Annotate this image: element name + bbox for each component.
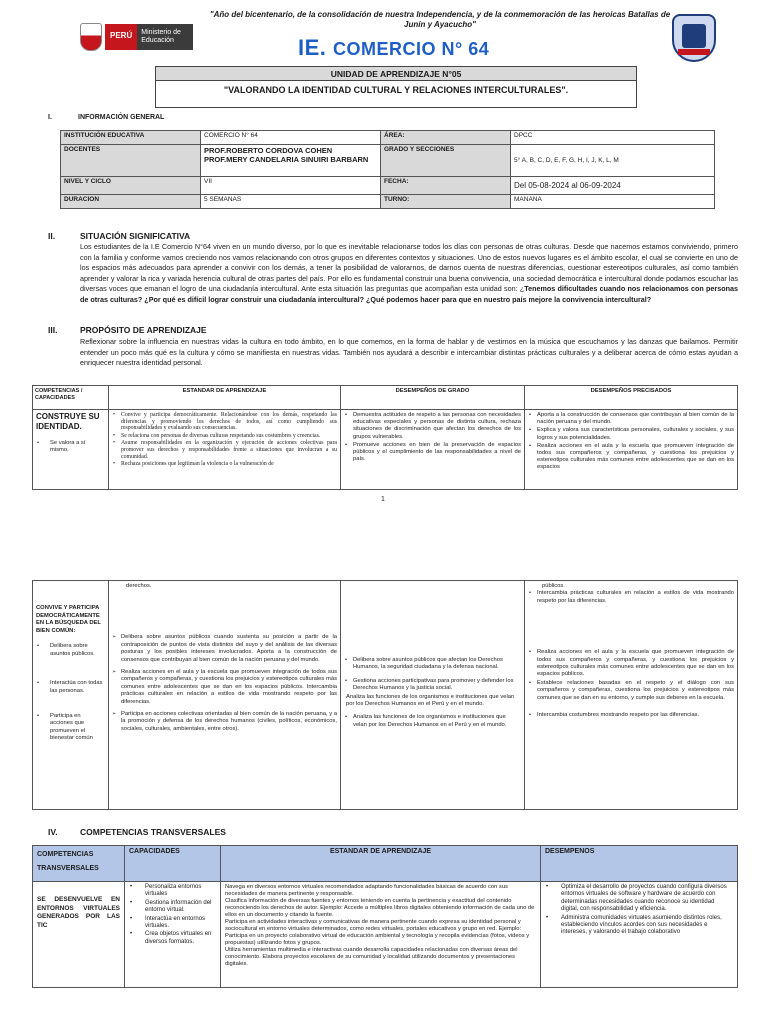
list-item: • Gestiona información del entorno virtual. — [129, 900, 216, 915]
logo-peru-text: PERÚ — [105, 24, 137, 50]
list-item: • Personaliza entornos virtuales — [129, 884, 216, 899]
estandar-continued: derechos. — [126, 583, 152, 589]
info-label: NIVEL Y CICLO — [61, 177, 201, 195]
school-badge-icon — [672, 14, 716, 62]
info-value: MANANA — [511, 195, 715, 209]
competencias-table-continued — [32, 580, 738, 810]
precisados-cell — [525, 410, 738, 490]
info-value: 5° A, B, C, D, E, F, G, H, I, J, K, L, M — [511, 145, 715, 177]
situacion-text — [80, 242, 738, 305]
list-item: • Analiza las funciones de los organismos e instituciones que velan por los Derechos Humanos en el Perú y en el mundo. — [344, 714, 521, 729]
list-item: • Interactúa en entornos virtuales. — [129, 916, 216, 931]
header-motto: "Año del bicentenario, de la consolidación de nuestra Independencia, y de la conmemoración de las heroicas Batallas de Junín y Ayacucho" — [209, 10, 671, 29]
competencia-cell — [33, 581, 109, 810]
unidad-subtitle: "VALORANDO LA IDENTIDAD CULTURAL Y RELACIONES INTERCULTURALES". — [223, 85, 569, 95]
table-header-row — [33, 386, 738, 410]
capacidad-item: • Participa en acciones que promueven el bienestar común — [36, 713, 105, 743]
section-4-num: IV. — [48, 827, 58, 837]
list-item: • Optimiza el desarrollo de proyectos cuando configura diversos entornos virtuales de software y hardware de acuerdo con determinadas necesidades cuando reconoce su identidad digital, con responsabilidad y eficiencia. — [545, 884, 733, 914]
desempenos-cell — [341, 581, 525, 810]
col-header: CAPACIDADES — [125, 846, 221, 882]
estandar-cell — [109, 581, 341, 810]
info-label: DURACION — [61, 195, 201, 209]
proposito-text: Reflexionar sobre la influencia en nuestras vidas la cultura en todo ámbito, en lo que comemos, en la forma de hablar y de vestirnos en la música que escuchamos y las danzas que bailamos. Permitir entender un poco más qué es la cultura y cómo se manifiesta en nuestras vidas. También nos ayudará a describir e intercambiar distintas prácticas culturales y a deliberar acerca de cómo estas ayudan a enriquecer nuestra identidad personal. — [80, 337, 738, 367]
competencia-cell — [33, 410, 109, 490]
info-label: INSTITUCIÓN EDUCATIVA — [61, 131, 201, 145]
list-item: • Explica y valora sus características personales, culturales y sociales, y sus logros y sus potencialidades. — [528, 427, 734, 441]
list-item: ➢ Participa en acciones colectivas orientadas al bien común de la nación peruana, y a la promoción y defensa de los derechos humanos (civiles, políticos, económicos, sociales, culturales, ambientales, entre otros). — [112, 711, 337, 733]
info-label: TURNO: — [381, 195, 511, 209]
school-title — [298, 35, 489, 61]
estandar-cell: Navega en diversos entornos virtuales recomendados adaptando funcionalidades básicas de acuerdo con sus necesidades de manera pertinente y responsable. Clasifica información de diversas fuentes y entornos teniendo en cuenta la pertinencia y exactitud del contenido reconociendo los derechos de autor. Ejemplo: Accede a múltiples libros digitales obteniendo información de cada uno de ellos en un documento y citando la fuente. Participa en actividades interactivas y comunicativas de manera pertinente cuando expresa su identidad personal y sociocultural en entorno virtuales determinados, como redes virtuales, portales educativos y grupo en red. Ejemplo: Participa en un proyecto colaborativo virtual de educación ambiental y tecnología y recopila evidencias (fotos, videos y propuestas) utilizando fotos y grupos. Utiliza herramientas multimedia e interactivas cuando desarrolla capacidades relacionadas con diversas áreas del conocimiento. Elabora proyectos escolares de su comunidad y localidad utilizando documentos y presentaciones digitales. — [221, 882, 541, 988]
list-item: • Promueve acciones en bien de la preservación de espacios públicos y el cumplimiento de las responsabilidades a nivel de país. — [344, 442, 521, 464]
col-header-line: TRANSVERSALES — [37, 865, 99, 872]
minedu-logo — [80, 22, 204, 52]
info-value: COMERCIO N° 64 — [201, 131, 381, 145]
capacidades-cell — [125, 882, 221, 988]
school-name: COMERCIO N° 64 — [333, 39, 490, 59]
section-1-heading: INFORMACIÓN GENERAL — [78, 114, 165, 121]
table-row — [61, 145, 715, 177]
col-header: ESTANDAR DE APRENDIZAJE — [221, 846, 541, 882]
info-value: 5 SEMANAS — [201, 195, 381, 209]
info-label: ÁREA: — [381, 131, 511, 145]
unidad-title: UNIDAD DE APRENDIZAJE N°05 — [156, 67, 636, 81]
table-row — [61, 131, 715, 145]
list-item: • Intercambia prácticas culturales en relación a estilos de vida mostrando respeto por las diferencias. — [528, 590, 734, 605]
logo-ministerio-text: Ministerio de Educación — [137, 24, 193, 50]
capacidad-item: • Se valora a sí mismo. — [36, 440, 105, 454]
table-row — [61, 195, 715, 209]
docentes-value: PROF.ROBERTO CORDOVA COHEN PROF.MERY CANDELARIA SINUIRI BARBARN — [201, 145, 381, 177]
list-item: • Rechaza posiciones que legitiman la violencia o la vulneración de — [112, 461, 337, 468]
list-item: ➢ Realiza acciones en el aula y la escuela que promueven integración de todos sus compañeros y compañeras, y cuestiona los prejuicios y estereotipos culturales más comunes entre adolescentes que se dan en los espacios públicos. Intercambia prácticas culturales en relación a estilos de vida mostrando respeto por las diferencias. — [112, 669, 337, 706]
unidad-box — [155, 66, 637, 108]
list-item: • Administra comunidades virtuales asumiendo distintos roles, estableciendo vínculos acordes con sus necesidades e intereses, y valorando el trabajo colaborativo — [545, 915, 733, 937]
section-3-num: III. — [48, 325, 58, 335]
list-item: Analiza las funciones de los organismos e instituciones que velan por los Derechos Humanos en el Perú y en el mundo. — [346, 693, 515, 708]
section-1-num: I. — [48, 114, 52, 121]
col-header: COMPETENCIAS / CAPACIDADES — [33, 386, 109, 410]
table-header-row — [33, 846, 738, 882]
col-header: ESTANDAR DE APRENDIZAJE — [109, 386, 341, 410]
section-2-heading: SITUACIÓN SIGNIFICATIVA — [80, 231, 191, 241]
table-row — [33, 410, 738, 490]
table-row — [33, 581, 738, 810]
section-2-num: II. — [48, 231, 56, 241]
info-label: GRADO Y SECCIONES — [381, 145, 511, 177]
col-header-line: COMPETENCIAS — [37, 851, 94, 858]
capacidad-item: • Interactúa con todas las personas. — [36, 680, 105, 695]
list-item: ➢ Delibera sobre asuntos públicos cuando sustenta su posición a partir de la contraposición de puntos de vista distintos del suyo y del análisis de las diversas posturas y los posibles intereses involucrados. Aporta a la construcción de consensos que contribuyan al bien común de la nación peruana y del mundo. — [112, 634, 337, 664]
fecha-value: Del 05-08-2024 al 06-09-2024 — [511, 177, 715, 195]
info-table — [60, 130, 715, 209]
col-header: DESEMPEÑOS DE GRADO — [341, 386, 525, 410]
list-item: • Realiza acciones en el aula y la escuela que promueven integración de todos sus compañeros y compañeras, y cuestiona los prejuicios y estereotipos culturales más comunes entre adolescentes que se dan en los espacios — [528, 443, 734, 472]
precisados-cell — [525, 581, 738, 810]
info-label: DOCENTES — [61, 145, 201, 177]
list-item: • Realiza acciones en el aula y la escuela que promueven integración de todos sus compañeros y compañeras, y cuestiona los prejuicios y estereotipos culturales más comunes entre adolescentes que se dan en los espacios públicos. — [528, 649, 734, 679]
situacion-body: Los estudiantes de la I.E Comercio N°64 viven en un mundo diverso, por lo que es inevitable relacionarse todos los días con personas de otras culturas. Desde que nacemos estamos conviviendo, primero con la familia y conforme vamos creciendo nos vamos relacionando con otros grupos en diferentes contextos y situaciones. Uno de estos nuevos lugares es el ámbito escolar, el cual se convierte en uno de los espacios más adecuados para aprender a convivir con los demás, a tener la posibilidad de valorarnos, de darnos cuenta de nuestras diferencias, cuestionar estereotipos culturales, así como también aprender y valorar la rica y variada herencia cultural de otras partes del país. Por ello es fundamental construir una buena convivencia, una sociedad democrática e intercultural donde podamos escuchar las diversas voces que emanan el logro de una ciudadanía intercultural. Ante esta situación las preguntas que acompañan esta unidad son: ¿ — [80, 242, 738, 293]
precisados-continued: públicos. — [542, 583, 565, 589]
transversales-table — [32, 845, 738, 988]
estandar-cell — [109, 410, 341, 490]
list-item: • Convive y participa democráticamente. Relacionándose con los demás, respetando las diferencias y promoviendo los derechos de todos, así como cumpliendo sus responsabilidades y evaluando sus consecuencias. — [112, 412, 337, 432]
table-row — [33, 882, 738, 988]
col-header — [33, 846, 125, 882]
list-item: • Se relaciona con personas de diversas culturas respetando sus costumbres y creencias. — [112, 433, 337, 440]
school-ie: IE. — [298, 35, 327, 60]
list-item: • Delibera sobre asuntos públicos que afectan los Derechos Humanos, la seguridad ciudadana y la defensa nacional. — [344, 657, 521, 672]
situacion-questions: Tenemos dificultades cuando nos relacionamos con personas de otras culturas? ¿Por qué es difícil lograr construir una ciudadanía intercultural? ¿Qué podemos hacer para que en nuestro país mejore la convivencia intercultural? — [80, 284, 738, 304]
list-item: • Aporta a la construcción de consensos que contribuyan al bien común de la nación peruana y del mundo. — [528, 412, 734, 426]
list-item: • Demuestra actitudes de respeto a las personas con necesidades educativas especiales y personas de distinta cultura, rechaza situaciones de discriminación que afectan los derechos de los grupos vulnerables. — [344, 412, 521, 441]
competencias-table — [32, 385, 738, 490]
table-row — [61, 177, 715, 195]
info-label: FECHA: — [381, 177, 511, 195]
competencia-title: CONVIVE Y PARTICIPA DEMOCRÁTICAMENTE EN LA BÚSQUEDA DEL BIEN COMÚN: — [36, 605, 101, 634]
col-header: DESEMPENOS — [541, 846, 738, 882]
capacidad-item: • Delibera sobre asuntos públicos. — [36, 643, 105, 658]
competencia-cell: SE DESENVUELVE EN ENTORNOS VIRTUALES GENERADOS POR LAS TIC — [33, 882, 125, 988]
section-4-heading: COMPETENCIAS TRANSVERSALES — [80, 827, 226, 837]
section-3-heading: PROPÓSITO DE APRENDIZAJE — [80, 325, 207, 335]
list-item: • Asume responsabilidades en la organización y ejecución de acciones colectivas para promover sus derechos y responsabilidades frente a situaciones que involucran a su comunidad. — [112, 440, 337, 460]
col-header: DESEMPEÑOS PRECISADOS — [525, 386, 738, 410]
list-item: • Crea objetos virtuales en diversos formatos. — [129, 931, 216, 946]
peru-coat-of-arms-icon — [80, 23, 102, 51]
info-value: VII — [201, 177, 381, 195]
page-number: 1 — [381, 496, 385, 503]
list-item: • Gestiona acciones participativas para promover y defender los Derechos Humanos y la justicia social. — [344, 678, 521, 693]
competencia-title: CONSTRUYE SU IDENTIDAD. — [36, 412, 100, 431]
list-item: • Establece relaciones basadas en el respeto y el diálogo con sus compañeros y compañeras, cuestiona los prejuicios y estereotipos más comunes que se dan en su entorno, y cumple sus deberes en la escuela. — [528, 680, 734, 702]
desempenos-cell — [541, 882, 738, 988]
info-value: DPCC — [511, 131, 715, 145]
desempenos-cell — [341, 410, 525, 490]
list-item: • Intercambia costumbres mostrando respeto por las diferencias. — [528, 712, 734, 719]
